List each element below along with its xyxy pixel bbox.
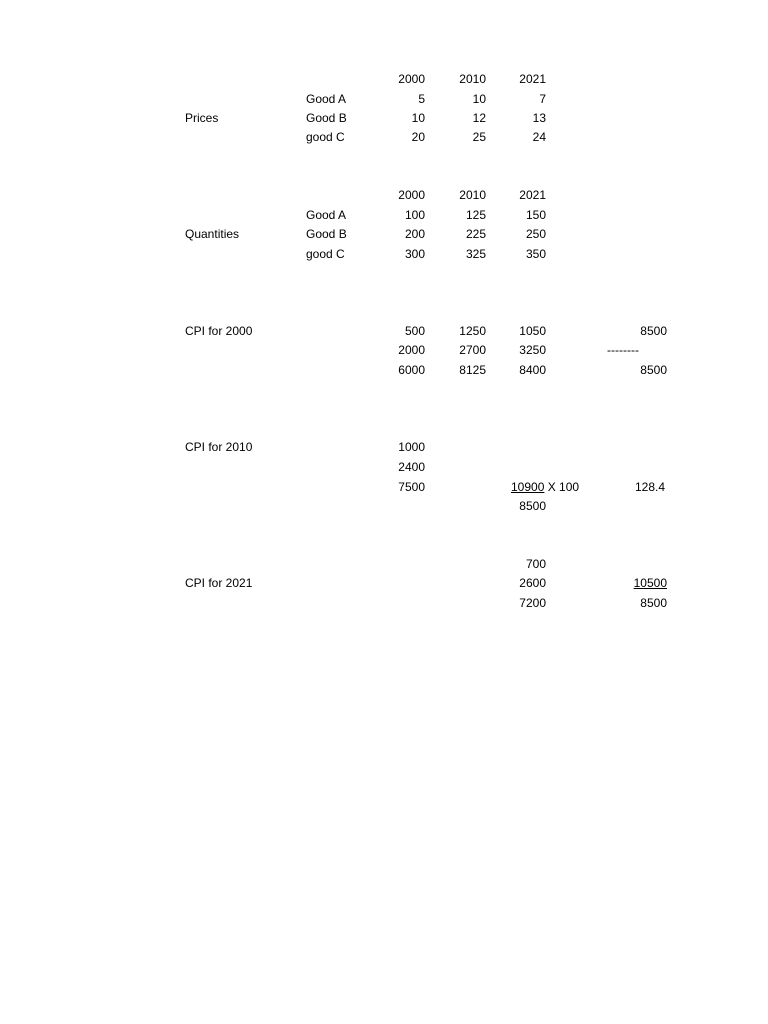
cpi-2010-label: CPI for 2010 bbox=[185, 440, 253, 454]
cpi-2010-formula bbox=[511, 480, 579, 494]
cpi-2010-cell: 1000 bbox=[398, 440, 425, 454]
cpi-2010-cell: 7500 bbox=[398, 480, 425, 494]
quantities-cell: 350 bbox=[525, 247, 546, 261]
quantities-year-2000: 2000 bbox=[398, 188, 425, 202]
cpi-2021-cell: 700 bbox=[525, 557, 546, 571]
cpi-2000-cell: 3250 bbox=[519, 343, 546, 357]
prices-cell: 5 bbox=[418, 92, 425, 106]
cpi-2000-cell: 6000 bbox=[398, 363, 425, 377]
quantities-cell: 300 bbox=[404, 247, 425, 261]
quantities-cell: 200 bbox=[404, 227, 425, 241]
cpi-2000-cell: 8125 bbox=[459, 363, 486, 377]
cpi-2010-times: X 100 bbox=[544, 480, 580, 494]
prices-cell: 13 bbox=[532, 111, 546, 125]
cpi-2021-cell: 7200 bbox=[519, 596, 546, 610]
cpi-2000-cell: 2000 bbox=[398, 343, 425, 357]
prices-row-name: Good B bbox=[306, 111, 347, 125]
cpi-2000-cell: 2700 bbox=[459, 343, 486, 357]
cpi-2010-cell: 2400 bbox=[398, 460, 425, 474]
quantities-year-2010: 2010 bbox=[459, 188, 486, 202]
quantities-cell: 125 bbox=[465, 208, 486, 222]
cpi-2021-numerator: 10500 bbox=[633, 576, 667, 590]
cpi-2021-label: CPI for 2021 bbox=[185, 576, 253, 590]
cpi-2021-cell: 2600 bbox=[519, 576, 546, 590]
cpi-2021-denominator: 8500 bbox=[640, 596, 667, 610]
prices-row-name: good C bbox=[306, 130, 345, 144]
cpi-2000-cell: 8400 bbox=[519, 363, 546, 377]
quantities-year-2021: 2021 bbox=[519, 188, 546, 202]
prices-row-name: Good A bbox=[306, 92, 347, 106]
cpi-2010-denominator: 8500 bbox=[519, 499, 546, 513]
quantities-cell: 250 bbox=[525, 227, 546, 241]
cpi-2000-cell: 1050 bbox=[519, 324, 546, 338]
cpi-2010-result: 128.4 bbox=[634, 480, 665, 494]
cpi-2000-label: CPI for 2000 bbox=[185, 324, 253, 338]
quantities-label: Quantities bbox=[185, 227, 240, 241]
cpi-2000-cell: 1250 bbox=[459, 324, 486, 338]
prices-year-2021: 2021 bbox=[519, 72, 546, 86]
prices-cell: 12 bbox=[472, 111, 486, 125]
quantities-cell: 325 bbox=[465, 247, 486, 261]
prices-cell: 20 bbox=[411, 130, 425, 144]
cpi-2000-divider-dashes: -------- bbox=[607, 343, 639, 357]
prices-year-2000: 2000 bbox=[398, 72, 425, 86]
cpi-2000-cell: 8500 bbox=[640, 363, 667, 377]
prices-cell: 10 bbox=[411, 111, 425, 125]
prices-label: Prices bbox=[185, 111, 219, 125]
quantities-cell: 100 bbox=[404, 208, 425, 222]
prices-cell: 25 bbox=[472, 130, 486, 144]
prices-cell: 24 bbox=[532, 130, 546, 144]
cpi-2000-cell: 500 bbox=[404, 324, 425, 338]
cpi-2010-numerator: 10900 bbox=[511, 480, 545, 494]
quantities-row-name: Good A bbox=[306, 208, 347, 222]
prices-cell: 10 bbox=[472, 92, 486, 106]
quantities-cell: 150 bbox=[525, 208, 546, 222]
prices-year-2010: 2010 bbox=[459, 72, 486, 86]
cpi-2000-cell: 8500 bbox=[640, 324, 667, 338]
quantities-cell: 225 bbox=[465, 227, 486, 241]
quantities-row-name: Good B bbox=[306, 227, 347, 241]
prices-cell: 7 bbox=[539, 92, 546, 106]
quantities-row-name: good C bbox=[306, 247, 345, 261]
